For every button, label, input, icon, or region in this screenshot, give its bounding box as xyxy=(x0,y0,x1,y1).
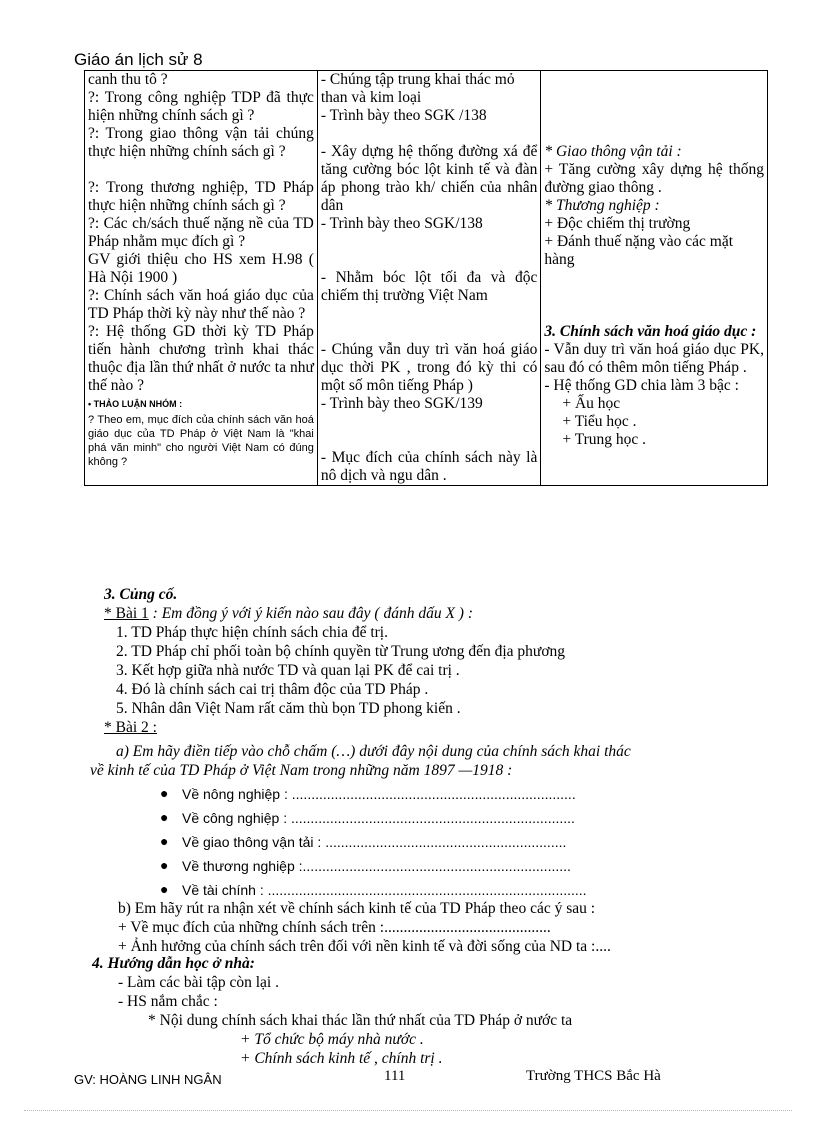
lesson-table xyxy=(84,70,768,486)
section-heading: * Thương nghiệp : xyxy=(544,197,660,214)
content-text: + Tiểu học . xyxy=(562,413,637,430)
content-text: + Trung học . xyxy=(562,431,647,448)
exercise-1-label: * Bài 1 xyxy=(104,605,149,622)
lesson-content-cell xyxy=(541,71,768,486)
option-item: 2. TD Pháp chỉ phối toàn bộ chính quyền từ Trung ương đến địa phương xyxy=(116,643,566,660)
content-text: + Độc chiếm thị trường xyxy=(544,215,691,232)
activity-text: - Trình bày theo SGK/138 xyxy=(320,215,483,232)
fill-in-item: ● Về giao thông vận tải : .............................................................. xyxy=(182,833,566,852)
content-text: + Tăng cường xây dựng hệ thống đường giao thông . xyxy=(544,161,764,196)
activity-text: - Chúng vẫn duy trì văn hoá giáo dục thời PK , trong đó kỳ thi có một số môn tiếng Pháp ) xyxy=(320,341,538,394)
question-text: ?: Trong công nghiệp TDP đã thực hiện những chính sách gì ? xyxy=(88,89,314,124)
fill-in-item: ● Về tài chính : .................................................................................. xyxy=(182,881,587,900)
question-text: ?: Hệ thống GD thời kỳ TD Pháp tiến hành chương trình khai thác thuộc địa lần thứ nhất ở nước ta như thế nào ? xyxy=(88,323,314,394)
activity-text: - Xây dựng hệ thống đường xá để tăng cường bóc lột kinh tế và đàn áp phong trào kh/ chiến của nhân dân xyxy=(320,143,538,214)
exercise-1-instruction: : Em đồng ý với ý kiến nào sau đây ( đánh dấu X ) : xyxy=(152,605,474,622)
discussion-question: ? Theo em, mục đích của chính sách văn hoá giáo dục của TD Pháp ở Việt Nam là "khai phá văn minh" cho người Việt Nam có đúng không ? xyxy=(88,414,314,468)
option-item: 1. TD Pháp thực hiện chính sách chia để trị. xyxy=(116,624,388,641)
question-text: ?: Các ch/sách thuế nặng nề của TD Pháp nhằm mục đích gì ? xyxy=(88,215,314,250)
activity-text: - Nhằm bóc lột tối đa và độc chiếm thị trường Việt Nam xyxy=(320,269,538,304)
content-text: - Vẫn duy trì văn hoá giáo dục PK, sau đó có thêm môn tiếng Pháp . xyxy=(544,341,764,376)
exercise-2a-prompt: a) Em hãy điền tiếp vào chỗ chấm (…) dưới đây nội dung của chính sách khai thác xyxy=(116,743,631,760)
option-item: 5. Nhân dân Việt Nam rất căm thù bọn TD phong kiến . xyxy=(116,700,461,717)
question-text: ?: Trong giao thông vận tải chúng thực hiện những chính sách gì ? xyxy=(88,125,314,160)
exercise-2-label: * Bài 2 : xyxy=(104,719,157,736)
exercise-2a-prompt: về kinh tế của TD Pháp ở Việt Nam trong những năm 1897 —1918 : xyxy=(90,762,513,779)
section-3-title: 3. Củng cố. xyxy=(104,586,178,603)
section-4-title: 4. Hướng dẫn học ở nhà: xyxy=(92,955,255,972)
homework-item: - Làm các bài tập còn lại . xyxy=(118,974,279,991)
exercise-2b-prompt: b) Em hãy rút ra nhận xét về chính sách kinh tế của TD Pháp theo các ý sau : xyxy=(118,900,596,917)
question-text: ?: Chính sách văn hoá giáo dục của TD Pháp thời kỳ này như thế nào ? xyxy=(88,287,314,322)
content-text: - Hệ thống GD chia làm 3 bậc : xyxy=(544,377,739,394)
question-text: GV giới thiệu cho HS xem H.98 ( Hà Nội 1900 ) xyxy=(88,251,314,286)
fill-in-item: ● Về nông nghiệp : ......................................................................... xyxy=(182,785,576,804)
option-item: 3. Kết hợp giữa nhà nước TD và quan lại PK để cai trị . xyxy=(116,662,460,679)
activity-text: - Trình bày theo SGK /138 xyxy=(320,107,487,124)
activity-text: - Chúng tập trung khai thác mỏ than và kim loại xyxy=(320,71,515,106)
student-activity-cell xyxy=(317,71,540,486)
homework-subitem: + Chính sách kinh tế , chính trị . xyxy=(240,1050,443,1067)
teacher-question-cell xyxy=(85,71,318,486)
exercise-2b-item: + Ảnh hưởng của chính sách trên đối với nền kinh tế và đời sống của ND ta :.... xyxy=(118,938,611,955)
section-heading: * Giao thông vận tải : xyxy=(544,143,682,160)
group-discussion-heading: • THẢO LUẬN NHÓM : xyxy=(88,399,183,409)
fill-in-item: ● Về công nghiệp : ......................................................................... xyxy=(182,809,575,828)
homework-subitem: + Tổ chức bộ máy nhà nước . xyxy=(240,1031,424,1048)
page-bottom-border xyxy=(24,1110,792,1111)
question-text: canh thu tô ? xyxy=(88,71,168,88)
section-heading: 3. Chính sách văn hoá giáo dục : xyxy=(544,323,757,340)
page-number: 111 xyxy=(384,1068,406,1084)
exercise-1-prompt xyxy=(104,604,473,623)
exercise-2b-item: + Về mục đích của những chính sách trên :........................................... xyxy=(118,919,551,936)
question-text: ?: Trong thương nghiệp, TD Pháp thực hiện những chính sách gì ? xyxy=(88,179,314,214)
table-row xyxy=(85,71,768,486)
content-text: + Đánh thuế nặng vào các mặt hàng xyxy=(544,233,734,268)
content-text: + Ấu học xyxy=(562,395,621,412)
homework-item: - HS nắm chắc : xyxy=(118,993,218,1010)
activity-text: - Trình bày theo SGK/139 xyxy=(320,395,483,412)
option-item: 4. Đó là chính sách cai trị thâm độc của TD Pháp . xyxy=(116,681,429,698)
footer-teacher: GV: HOÀNG LINH NGÂN xyxy=(74,1072,222,1087)
fill-in-item: ● Về thương nghiệp :..................................................................... xyxy=(182,857,571,876)
activity-text: - Mục đích của chính sách này là nô dịch và ngu dân . xyxy=(320,449,538,484)
footer-school: Trường THCS Bắc Hà xyxy=(526,1068,661,1084)
homework-item: * Nội dung chính sách khai thác lần thứ nhất của TD Pháp ở nước ta xyxy=(148,1012,573,1029)
page-header-title: Giáo án lịch sử 8 xyxy=(74,50,203,69)
